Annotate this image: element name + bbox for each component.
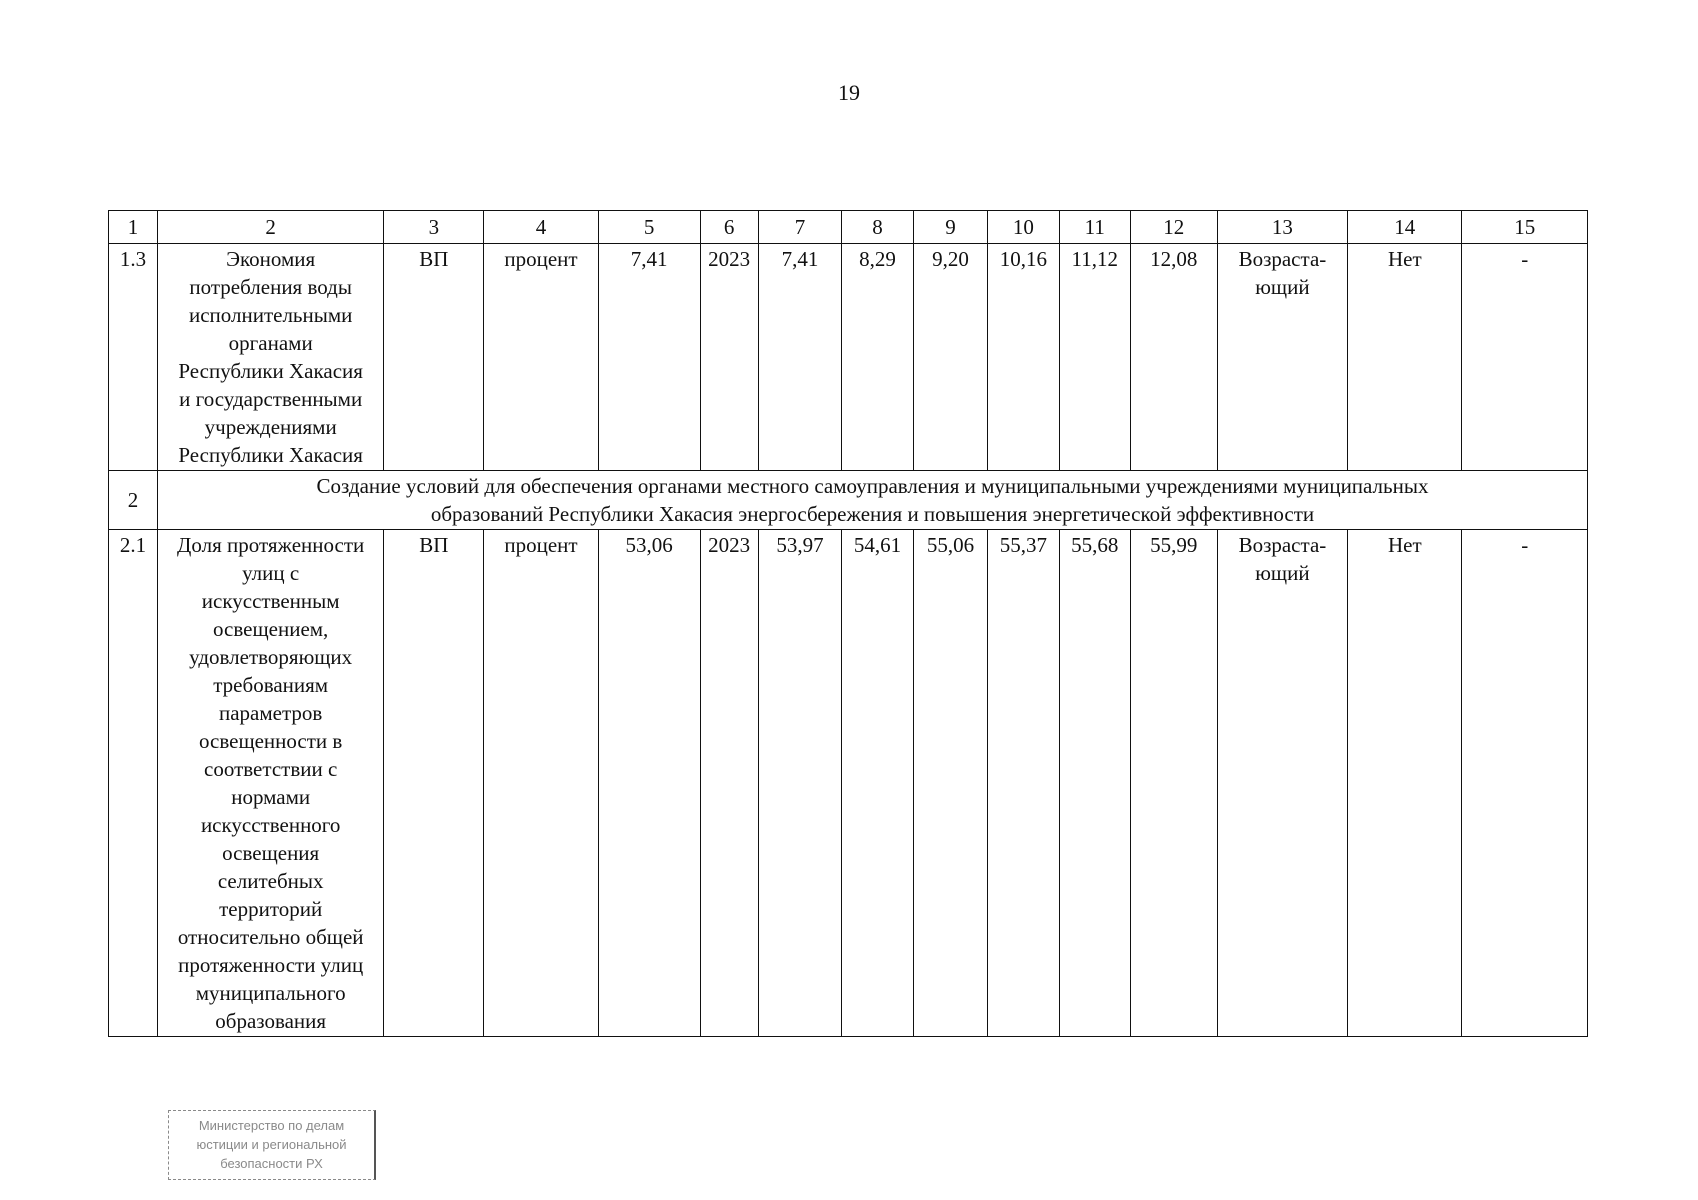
section-title-line: Создание условий для обеспечения органами местного самоуправления и муниципальными учреждениями муниципальных xyxy=(316,474,1429,498)
indicator-name-line: соответствии с xyxy=(204,757,338,781)
indicator-name-line: искусственного xyxy=(200,813,341,837)
header-cell-14: 14 xyxy=(1348,211,1462,244)
header-cell-1: 1 xyxy=(109,211,158,244)
base-value: 53,06 xyxy=(598,530,700,1037)
indicator-name xyxy=(157,530,383,1037)
value-col-11: 11,12 xyxy=(1059,244,1130,471)
header-cell-10: 10 xyxy=(988,211,1059,244)
table-row xyxy=(109,244,1588,471)
indicator-name-line: муниципального xyxy=(195,981,346,1005)
header-cell-11: 11 xyxy=(1059,211,1130,244)
section-number: 2 xyxy=(109,471,158,530)
trend-line: ющий xyxy=(1255,275,1310,299)
indicator-name-line: органами xyxy=(228,331,313,355)
header-cell-9: 9 xyxy=(913,211,987,244)
header-cell-6: 6 xyxy=(700,211,758,244)
indicator-type: ВП xyxy=(384,244,484,471)
base-value: 7,41 xyxy=(598,244,700,471)
section-title xyxy=(157,471,1587,530)
indicator-name-line: Республики Хакасия xyxy=(178,359,363,383)
value-col-11: 55,68 xyxy=(1059,530,1130,1037)
section-row xyxy=(109,471,1588,530)
header-cell-13: 13 xyxy=(1217,211,1348,244)
indicator-name-line: нормами xyxy=(231,785,311,809)
header-cell-12: 12 xyxy=(1130,211,1217,244)
indicator-name-line: селитебных xyxy=(217,869,324,893)
stamp-line: безопасности РХ xyxy=(220,1156,323,1171)
unit-of-measure: процент xyxy=(484,530,598,1037)
indicator-name-line: и государственными xyxy=(179,387,363,411)
section-title-line: образований Республики Хакасия энергосбережения и повышения энергетической эффективности xyxy=(430,502,1315,526)
header-cell-3: 3 xyxy=(384,211,484,244)
trend-line: Возраста- xyxy=(1238,533,1327,557)
value-col-9: 9,20 xyxy=(913,244,987,471)
indicator-name-line: Доля протяженности xyxy=(177,533,365,557)
value-col-9: 55,06 xyxy=(913,530,987,1037)
indicator-name-line: исполнительными xyxy=(188,303,353,327)
indicator-name-line: искусственным xyxy=(201,589,340,613)
value-col-7: 53,97 xyxy=(758,530,842,1037)
indicator-name-line: территорий xyxy=(219,897,323,921)
trend xyxy=(1217,244,1348,471)
value-col-7: 7,41 xyxy=(758,244,842,471)
value-col-10: 55,37 xyxy=(988,530,1059,1037)
indicator-name-line: образования xyxy=(215,1009,327,1033)
indicators-table xyxy=(108,210,1588,1037)
table-row xyxy=(109,530,1588,1037)
row-number: 1.3 xyxy=(109,244,158,471)
indicator-name-line: Экономия xyxy=(226,247,316,271)
indicator-name xyxy=(157,244,383,471)
col-15-value: - xyxy=(1462,244,1588,471)
header-cell-4: 4 xyxy=(484,211,598,244)
trend xyxy=(1217,530,1348,1037)
header-cell-8: 8 xyxy=(842,211,913,244)
header-cell-7: 7 xyxy=(758,211,842,244)
value-col-12: 55,99 xyxy=(1130,530,1217,1037)
indicator-name-line: освещения xyxy=(222,841,320,865)
trend-line: ющий xyxy=(1255,561,1310,585)
indicator-type: ВП xyxy=(384,530,484,1037)
base-year: 2023 xyxy=(700,244,758,471)
indicator-name-line: учреждениями xyxy=(204,415,337,439)
col-14-value: Нет xyxy=(1348,530,1462,1037)
value-col-10: 10,16 xyxy=(988,244,1059,471)
base-year: 2023 xyxy=(700,530,758,1037)
trend-line: Возраста- xyxy=(1238,247,1327,271)
header-cell-2: 2 xyxy=(157,211,383,244)
row-number: 2.1 xyxy=(109,530,158,1037)
indicator-name-line: освещенности в xyxy=(198,729,343,753)
value-col-8: 8,29 xyxy=(842,244,913,471)
col-14-value: Нет xyxy=(1348,244,1462,471)
value-col-8: 54,61 xyxy=(842,530,913,1037)
value-col-12: 12,08 xyxy=(1130,244,1217,471)
indicator-name-line: улиц с xyxy=(242,561,300,585)
indicator-name-line: Республики Хакасия xyxy=(178,443,363,467)
table-header-row xyxy=(109,211,1588,244)
indicator-name-line: потребления воды xyxy=(189,275,352,299)
indicator-name-line: относительно общей xyxy=(177,925,364,949)
ministry-stamp xyxy=(168,1110,376,1180)
indicator-name-line: освещением, xyxy=(213,617,329,641)
indicator-name-line: протяженности улиц xyxy=(178,953,364,977)
indicator-name-line: параметров xyxy=(219,701,323,725)
header-cell-5: 5 xyxy=(598,211,700,244)
unit-of-measure: процент xyxy=(484,244,598,471)
indicator-name-line: требованиям xyxy=(213,673,329,697)
stamp-line: Министерство по делам xyxy=(198,1118,345,1133)
stamp-line: юстиции и региональной xyxy=(196,1137,347,1152)
header-cell-15: 15 xyxy=(1462,211,1588,244)
col-15-value: - xyxy=(1462,530,1588,1037)
page-number: 19 xyxy=(838,80,860,105)
indicator-name-line: удовлетворяющих xyxy=(189,645,353,669)
